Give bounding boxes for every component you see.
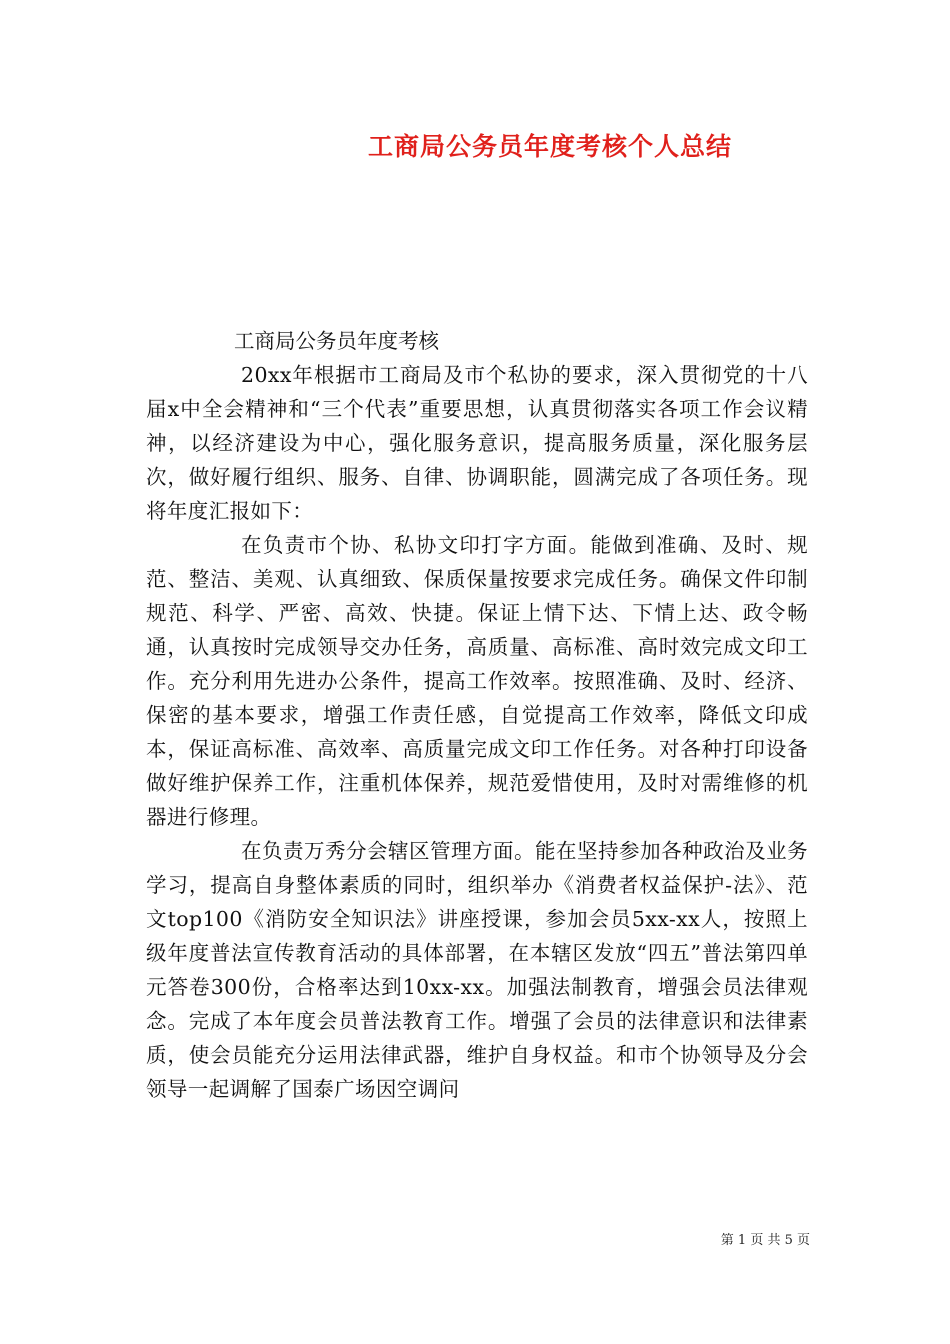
document-subtitle: 工商局公务员年度考核 xyxy=(234,329,439,353)
paragraph-intro: 20xx年根据市工商局及市个私协的要求，深入贯彻党的十八届x中全会精神和“三个代表”重要思想，认真贯彻落实各项工作会议精神，以经济建设为中心，强化服务意识，提高服务质量，深化服务层次，做好履行组织、服务、自律、协调职能，圆满完成了各项任务。现将年度汇报如下： xyxy=(146,363,808,523)
paragraph-district-management: 在负责万秀分会辖区管理方面。能在坚持参加各种政治及业务学习，提高自身整体素质的同时，组织举办《消费者权益保护-法》、范文top100《消防安全知识法》讲座授课，参加会员5xx-xx人，按照上级年度普法宣传教育活动的具体部署，在本辖区发放“四五”普法第四单元答卷300份，合格率达到10xx-xx。加强法制教育，增强会员法律观念。完成了本年度会员普法教育工作。增强了会员的法律意识和法律素质，使会员能充分运用法律武器，维护自身权益。和市个协领导及分会领导一起调解了国泰广场因空调问 xyxy=(146,839,808,1101)
document-body xyxy=(146,324,808,1106)
document-title: 工商局公务员年度考核个人总结 xyxy=(367,132,732,161)
page-number: 第 1 页 共 5 页 xyxy=(720,1233,810,1248)
paragraph-printing-work: 在负责市个协、私协文印打字方面。能做到准确、及时、规范、整洁、美观、认真细致、保质保量按要求完成任务。确保文件印制规范、科学、严密、高效、快捷。保证上情下达、下情上达、政令畅通，认真按时完成领导交办任务，高质量、高标准、高时效完成文印工作。充分利用先进办公条件，提高工作效率。按照准确、及时、经济、保密的基本要求，增强工作责任感，自觉提高工作效率，降低文印成本，保证高标准、高效率、高质量完成文印工作任务。对各种打印设备做好维护保养工作，注重机体保养，规范爱惜使用，及时对需维修的机器进行修理。 xyxy=(146,533,808,829)
